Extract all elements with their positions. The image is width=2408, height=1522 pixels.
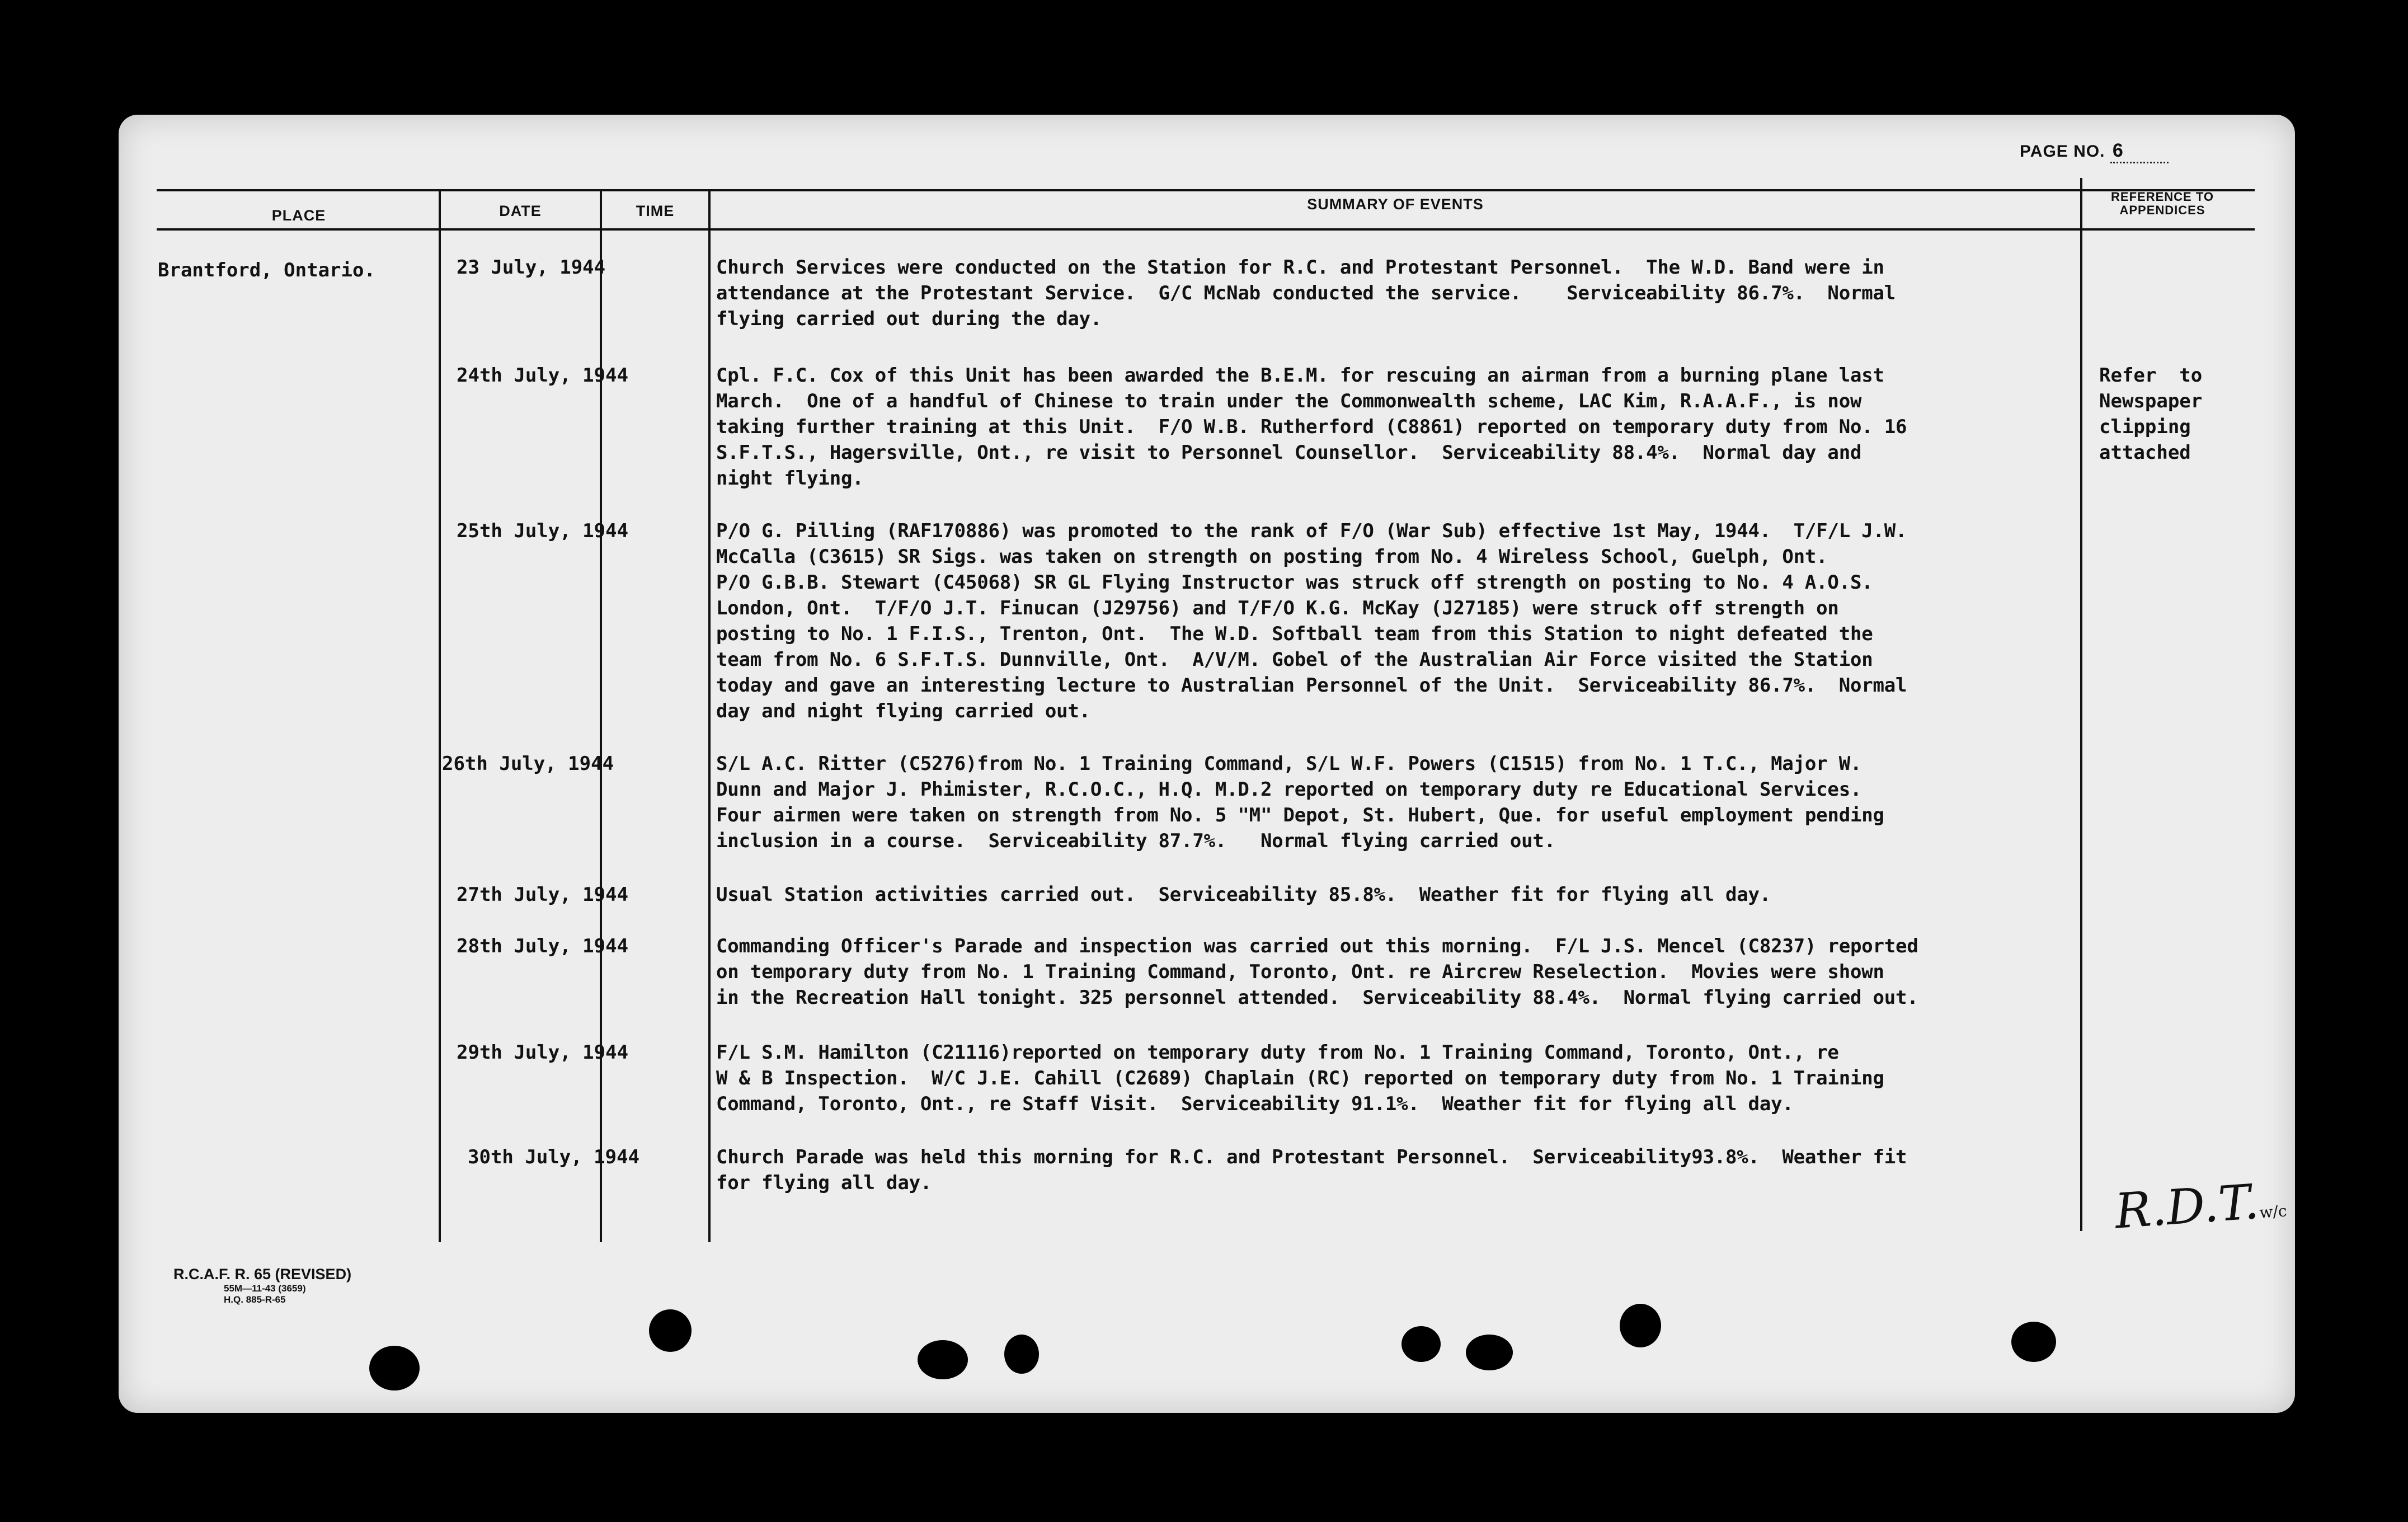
header-summary: SUMMARY OF EVENTS [1307, 196, 1484, 213]
entry-date: 26th July, 1944 [442, 753, 614, 775]
punch-hole [918, 1340, 968, 1379]
form-hq-code: H.Q. 885-R-65 [224, 1294, 286, 1305]
entry-date: 25th July, 1944 [457, 520, 629, 542]
entry-date: 30th July, 1944 [468, 1146, 640, 1168]
divider-date-time [600, 189, 602, 1242]
initials-text: R.D.T. [2113, 1173, 2261, 1240]
punch-hole [1620, 1304, 1661, 1347]
punch-hole [1401, 1326, 1441, 1362]
entry-date: 23 July, 1944 [457, 256, 606, 279]
page-number-value: 6 [2110, 140, 2169, 163]
entry-date: 29th July, 1944 [457, 1041, 629, 1064]
header-date: DATE [499, 203, 542, 219]
entry-summary: Cpl. F.C. Cox of this Unit has been awarded the B.E.M. for rescuing an airman from a burning plane last March. One of a handful of Chinese to train under the Commonwealth scheme, LAC Kim, R.A.A.F., is now taking further training at this Unit. F/O W.B. Rutherford (C8861) reported on temporary duty from No. 16 S.F.T.S., Hagersville, Ont., re visit to Personnel Counsellor. Serviceability 88.4%. Normal day and night flying. [716, 364, 1907, 490]
entry-summary: Commanding Officer's Parade and inspection was carried out this morning. F/L J.S. Mencel (C8237) reported on temporary duty from No. 1 Training Command, Toronto, Ont. re Aircrew Reselection. Movies were shown in the Recreation Hall tonight. 325 personnel attended. Serviceability 88.4%. Normal flying carried out. [716, 935, 1918, 1009]
page-number [2020, 140, 2169, 163]
header-bottom-rule [157, 228, 2255, 231]
header-time: TIME [636, 203, 675, 219]
entry-summary: S/L A.C. Ritter (C5276)from No. 1 Training Command, S/L W.F. Powers (C1515) from No. 1 T.C., Major W. Dunn and Major J. Phimister, R.C.O.C., H.Q. M.D.2 reported on temporary duty re Educational Services. Four airmen were taken on strength from No. 5 "M" Depot, St. Hubert, Que. for useful employment pending inclusion in a course. Serviceability 87.7%. Normal flying carried out. [716, 753, 1884, 852]
form-print-code: 55M—11-43 (3659) [224, 1283, 306, 1294]
entry-summary: Usual Station activities carried out. Serviceability 85.8%. Weather fit for flying all day. [716, 884, 1771, 906]
entry-date: 24th July, 1944 [457, 364, 629, 387]
punch-hole [369, 1346, 420, 1391]
entry-summary: P/O G. Pilling (RAF170886) was promoted to the rank of F/O (War Sub) effective 1st May, 1944. T/F/L J.W. McCalla (C3615) SR Sigs. was taken on strength on posting from No. 4 Wireless School, Guelph, Ont. P/O G.B.B. Stewart (C45068) SR GL Flying Instructor was struck off strength on posting to No. 4 A.O.S. London, Ont. T/F/O J.T. Finucan (J29756) and T/F/O K.G. McKay (J27185) were struck off strength on posting to No. 1 F.I.S., Trenton, Ont. The W.D. Softball team from this Station to night defeated the team from No. 6 S.F.T.S. Dunnville, Ont. A/V/M. Gobel of the Australian Air Force visited the Station today and gave an interesting lecture to Australian Personnel of the Unit. Serviceability 86.7%. Normal day and night flying carried out. [716, 520, 1907, 722]
punch-hole [649, 1309, 692, 1352]
entry-date: 27th July, 1944 [457, 884, 629, 906]
entry-summary: F/L S.M. Hamilton (C21116)reported on temporary duty from No. 1 Training Command, Toronto, Ont., re W & B Inspection. W/C J.E. Cahill (C2689) Chaplain (RC) reported on temporary duty from No. 1 Training Command, Toronto, Ont., re Staff Visit. Serviceability 91.1%. Weather fit for flying all day. [716, 1041, 1884, 1115]
divider-summary-reference [2080, 178, 2082, 1231]
divider-place-date [439, 189, 441, 1242]
reference-note: Refer to Newspaper clipping attached [2099, 364, 2203, 464]
entry-date: 28th July, 1944 [457, 935, 629, 957]
header-place: PLACE [271, 207, 326, 224]
entry-summary: Church Parade was held this morning for R.C. and Protestant Personnel. Serviceability93.8%. Weather fit for flying all day. [716, 1146, 1907, 1194]
page-number-label: PAGE NO. [2020, 142, 2105, 161]
place-cell: Brantford, Ontario. [158, 259, 375, 281]
handwritten-initials [2113, 1172, 2288, 1239]
form-footer [173, 1266, 351, 1305]
entry-summary: Church Services were conducted on the Station for R.C. and Protestant Personnel. The W.D. Band were in attendance at the Protestant Service. G/C McNab conducted the service. Serviceability 86.7%. Normal flying carried out during the day. [716, 256, 1896, 330]
divider-time-summary [708, 189, 711, 1242]
punch-hole [1004, 1335, 1039, 1374]
form-number: R.C.A.F. R. 65 (REVISED) [173, 1266, 352, 1283]
punch-hole [1466, 1335, 1513, 1370]
header-reference: REFERENCE TO APPENDICES [2111, 190, 2214, 217]
initials-suffix: w/c [2259, 1201, 2288, 1222]
table-top-rule [157, 189, 2255, 191]
punch-hole [2011, 1322, 2056, 1362]
